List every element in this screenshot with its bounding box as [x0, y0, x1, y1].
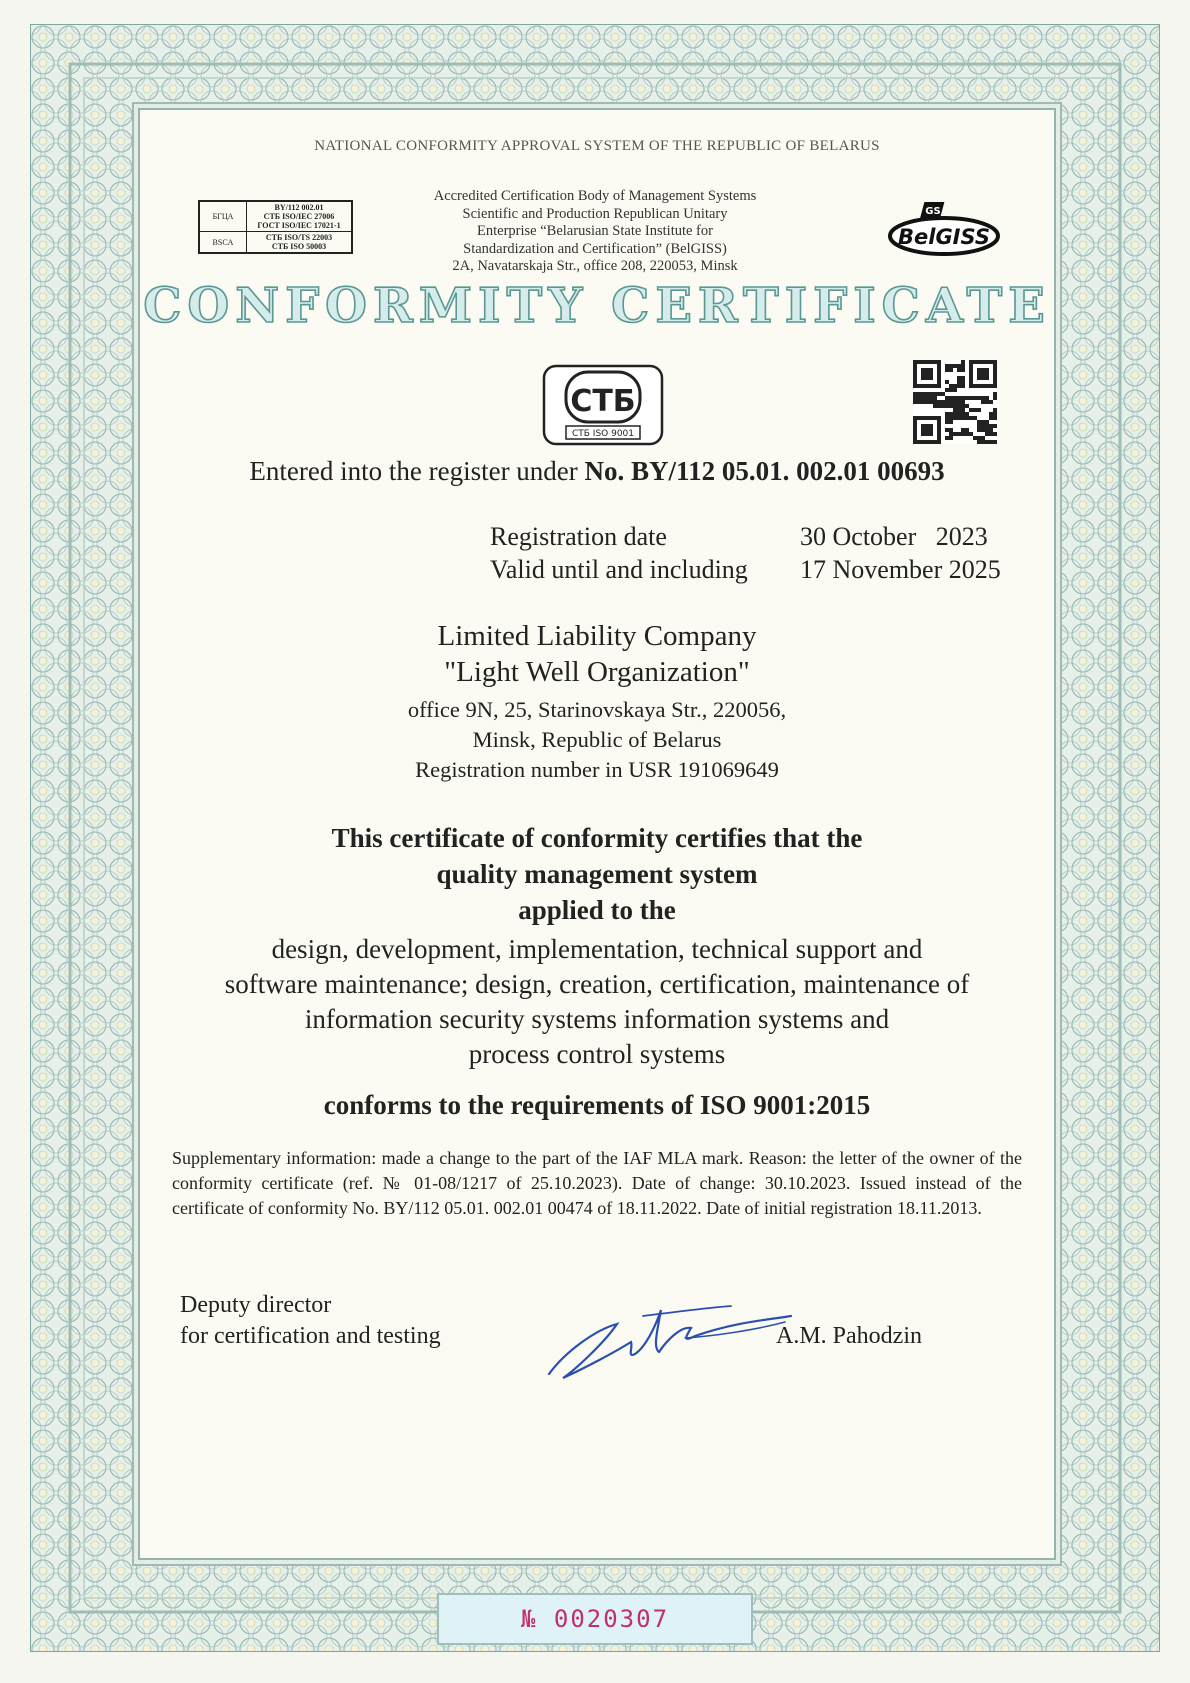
bsca-label: BSCA — [199, 232, 247, 254]
qr-code — [913, 360, 997, 444]
valid-until-row: Valid until and including 17 November 2025 — [490, 555, 1001, 584]
serial-number: № 0020307 — [437, 1593, 753, 1645]
registration-date-row: Registration date 30 October 2023 — [490, 522, 988, 551]
scope-text: design, development, implementation, technical support and software maintenance; design, creation, certification, maintenance of information security systems information systems and process control systems — [224, 934, 970, 1069]
signatory-name: A.M. Pahodzin — [776, 1323, 922, 1349]
company-name: "Light Well Organization" — [444, 656, 750, 688]
register-prefix: Entered into the register under — [249, 456, 585, 486]
accreditation-table — [198, 200, 353, 254]
bgca-label: БГЦА — [199, 201, 247, 232]
accreditation-codes-top: BY/112 002.01 СТБ ISO/IEC 27006 ГОСТ ISO/IEC 17021-1 — [247, 201, 353, 232]
stb-iso-mark — [542, 364, 664, 446]
certifies-statement: This certificate of conformity certifies that the quality management system applied to the — [331, 823, 863, 925]
signatory-role: Deputy director for certification and testing — [180, 1292, 441, 1349]
system-heading: NATIONAL CONFORMITY APPROVAL SYSTEM OF THE REPUBLIC OF BELARUS — [314, 138, 880, 154]
stb-iso-label: СТБ ISO 9001 — [571, 429, 635, 439]
stb-symbol: СТБ — [570, 384, 636, 419]
handwritten-signature — [535, 1282, 795, 1392]
certificate-title: CONFORMITY CERTIFICATE — [143, 278, 1051, 334]
belgiss-logo-text: BelGISS — [898, 225, 990, 249]
belgiss-logo — [886, 196, 1002, 266]
accreditation-codes-bottom: СТБ ISO/TS 22003 СТБ ISO 50003 — [247, 232, 353, 254]
company-type: Limited Liability Company — [437, 620, 757, 652]
dates-block — [490, 520, 1001, 586]
company-block — [140, 618, 1054, 785]
register-number: No. BY/112 05.01. 002.01 00693 — [584, 456, 945, 486]
conformity-standard: conforms to the requirements of ISO 9001:2015 — [323, 1090, 871, 1120]
certification-body-info: Accredited Certification Body of Management Systems Scientific and Production Republican Unitary Enterprise “Belarusian State Institute for Standardization and Certification” (BelGISS) 2A, Navatarskaja Str., office 208, 220053, Minsk — [433, 188, 757, 274]
register-line — [140, 456, 1054, 487]
certificate-body — [138, 108, 1056, 1560]
supplementary-information: Supplementary information: made a change to the part of the IAF MLA mark. Reason: the letter of the owner of the conformity certificate (ref. № 01-08/1217 of 25.10.2023). Date of change: 30.10.2023. Issued instead of the certificate of conformity No. BY/112 05.01. 002.01 00474 of 18.11.2022. Date of initial registration 18.11.2013. — [172, 1148, 1022, 1218]
company-address: office 9N, 25, Starinovskaya Str., 220056, Minsk, Republic of Belarus Registration number in USR 191069649 — [407, 697, 787, 782]
belgiss-logo-mark: GS — [925, 206, 941, 217]
